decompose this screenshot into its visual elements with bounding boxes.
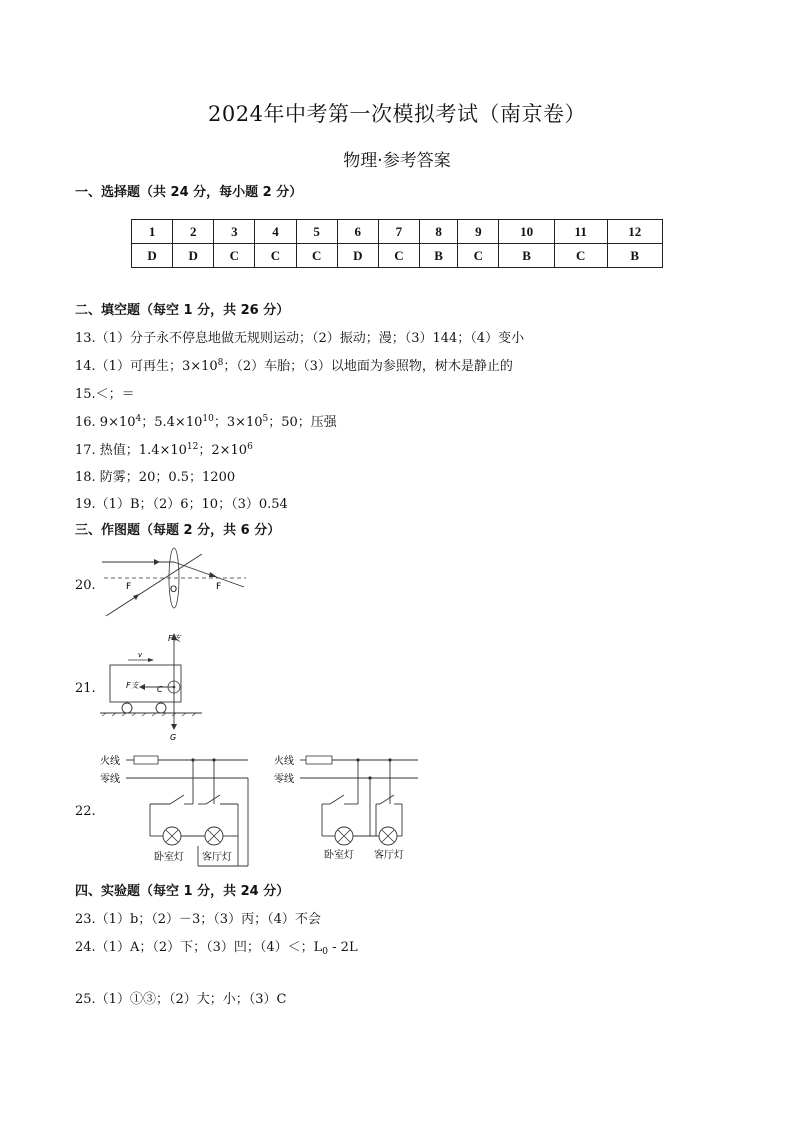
switch-icon — [170, 795, 184, 804]
wheel — [122, 703, 132, 713]
section-choice-heading: 一、选择题（共 24 分，每小题 2 分） — [75, 185, 303, 200]
table-cell: 11 — [554, 220, 607, 244]
text: 17. 热值；1.4×10 — [75, 443, 187, 458]
text: ；5.4×10 — [141, 415, 203, 430]
table-cell: C — [458, 244, 499, 268]
table-cell: 5 — [296, 220, 337, 244]
table-cell: 9 — [458, 220, 499, 244]
answer-q16 — [75, 411, 337, 430]
arrow-icon — [139, 684, 145, 690]
table-row-answers — [132, 244, 663, 268]
answer-q18: 18. 防雾；20；0.5；1200 — [75, 470, 236, 485]
switch-icon — [380, 795, 394, 804]
section-fill-heading: 二、填空题（每空 1 分，共 26 分） — [75, 303, 290, 318]
force-diagram — [98, 630, 218, 742]
exponent: 5 — [262, 414, 269, 424]
switch-icon — [330, 795, 344, 804]
lens-diagram — [98, 546, 258, 624]
answer-q13: 13.（1）分子永不停息地做无规则运动；（2）振动；漫；（3）144；（4）变小 — [75, 331, 525, 346]
bedroom-lamp-label: 卧室灯 — [154, 852, 184, 863]
table-cell: C — [214, 244, 255, 268]
exponent: 6 — [247, 442, 253, 452]
answer-q25: 25.（1）①③；（2）大；小；（3）C — [75, 992, 287, 1007]
circuit-diagram-right — [272, 750, 422, 870]
gravity-label: G — [170, 733, 177, 742]
live-wire-label: 火线 — [274, 756, 294, 767]
cg-label: C — [157, 685, 163, 694]
text: 16. 9×10 — [75, 415, 136, 430]
answer-q19: 19.（1）B；（2）6；10；（3）0.54 — [75, 497, 288, 512]
table-cell: D — [337, 244, 378, 268]
wheel — [156, 703, 166, 713]
table-cell: 10 — [499, 220, 554, 244]
exponent: 8 — [217, 358, 224, 368]
question-number-20: 20. — [75, 578, 96, 593]
arrow-icon — [209, 572, 217, 577]
support-force-label: F支 — [168, 634, 181, 643]
question-number-21: 21. — [75, 681, 96, 696]
live-wire-label: 火线 — [100, 756, 120, 767]
arrow-icon — [171, 724, 177, 730]
table-cell: C — [296, 244, 337, 268]
fuse-icon — [306, 756, 332, 764]
table-cell: 7 — [378, 220, 419, 244]
text: - 2L — [328, 940, 358, 955]
table-cell: D — [132, 244, 173, 268]
text: ；（2）车胎；（3）以地面为参照物，树木是静止的 — [223, 359, 513, 374]
exponent: 10 — [202, 414, 214, 424]
table-cell: C — [378, 244, 419, 268]
bedroom-lamp-label: 卧室灯 — [324, 850, 354, 861]
neutral-wire-label: 零线 — [100, 774, 120, 785]
focus-label: F — [216, 582, 222, 592]
table-cell: 4 — [255, 220, 296, 244]
pull-force-label: F支 — [126, 681, 139, 690]
center-label: O — [170, 585, 178, 595]
answer-q24 — [75, 936, 358, 957]
table-cell: 3 — [214, 220, 255, 244]
answer-q23: 23.（1）b；（2）－3；（3）丙；（4）不会 — [75, 912, 321, 927]
exponent: 4 — [135, 414, 142, 424]
text: ；2×10 — [198, 443, 248, 458]
living-lamp-label: 客厅灯 — [202, 852, 232, 863]
answer-q15: 15.＜；＝ — [75, 387, 135, 402]
fuse-icon — [134, 756, 158, 764]
subscript: 0 — [322, 947, 329, 957]
arrow-icon — [148, 658, 154, 662]
living-lamp-label: 客厅灯 — [374, 850, 404, 861]
neutral-wire-label: 零线 — [274, 774, 294, 785]
question-number-22: 22. — [75, 804, 96, 819]
table-cell: 2 — [173, 220, 214, 244]
text: 24.（1）A；（2）下；（3）凹；（4）＜；L — [75, 940, 323, 955]
arrow-icon — [133, 594, 139, 600]
circuit-diagram-left — [98, 750, 258, 870]
page-subtitle: 物理·参考答案 — [343, 151, 451, 171]
table-cell: C — [255, 244, 296, 268]
table-cell: 12 — [607, 220, 663, 244]
switch-icon — [206, 795, 220, 804]
section-drawing-heading: 三、作图题（每题 2 分，共 6 分） — [75, 523, 281, 538]
answer-q14 — [75, 355, 513, 374]
text: ；3×10 — [213, 415, 263, 430]
table-cell: 8 — [419, 220, 457, 244]
exponent: 12 — [186, 442, 199, 452]
velocity-label: v — [138, 651, 143, 659]
section-experiment-heading: 四、实验题（每空 1 分，共 24 分） — [75, 884, 290, 899]
text: ；50；压强 — [268, 415, 337, 430]
table-row-numbers — [132, 220, 663, 244]
answer-q17 — [75, 439, 253, 458]
text: 14.（1）可再生；3×10 — [75, 359, 218, 374]
arrow-icon — [154, 559, 160, 565]
page-title: 2024年中考第一次模拟考试（南京卷） — [208, 102, 586, 126]
table-cell: D — [173, 244, 214, 268]
choice-answer-table — [131, 219, 663, 268]
table-cell: B — [499, 244, 554, 268]
table-cell: 1 — [132, 220, 173, 244]
table-cell: B — [607, 244, 663, 268]
cart-body — [110, 665, 181, 702]
table-cell: 6 — [337, 220, 378, 244]
focus-label: F — [126, 582, 132, 592]
table-cell: B — [419, 244, 457, 268]
table-cell: C — [554, 244, 607, 268]
